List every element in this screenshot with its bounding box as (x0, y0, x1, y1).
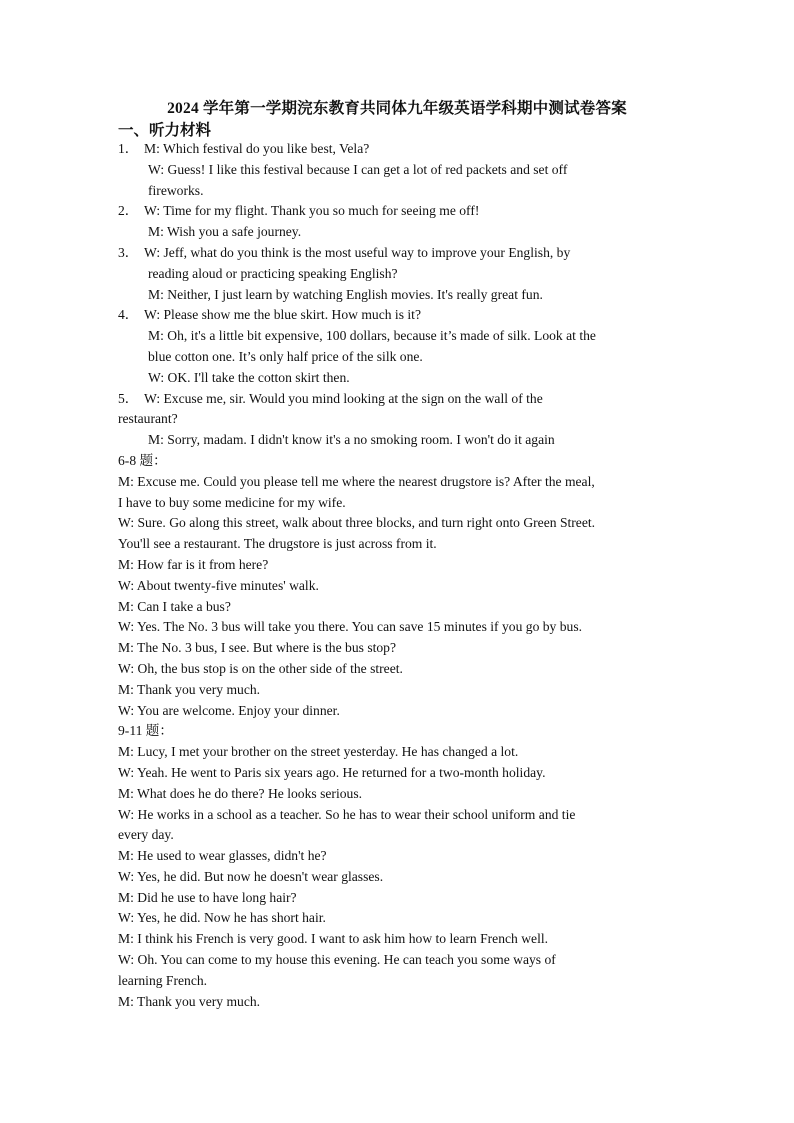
q6-8-line: W: Yes. The No. 3 bus will take you there. You can save 15 minutes if you go by bus. (118, 619, 583, 635)
q9-11-line: W: Yes, he did. But now he doesn't wear glasses. (118, 868, 384, 884)
q9-11-line: M: What does he do there? He looks serious. (118, 785, 363, 801)
q6-8-line: M: Excuse me. Could you please tell me where the nearest drugstore is? After the meal, (118, 473, 595, 489)
q9-11-line: M: He used to wear glasses, didn't he? (118, 848, 327, 864)
q3-number: 3． (118, 244, 139, 260)
q5-line-1 (118, 389, 674, 410)
q4-line-3: blue cotton one. It’s only half price of the silk one. (148, 348, 423, 364)
q9-11-line: W: Yes, he did. Now he has short hair. (118, 910, 326, 926)
section-heading: 一、听力材料 (118, 122, 212, 139)
q5-w1a: W: Excuse me, sir. Would you mind looking at the sign on the wall of the (144, 390, 543, 406)
q4-line-4: W: OK. I'll take the cotton skirt then. (148, 369, 350, 385)
q4-line-2: M: Oh, it's a little bit expensive, 100 dollars, because it’s made of silk. Look at the (148, 328, 596, 344)
q2-line-2: M: Wish you a safe journey. (148, 224, 302, 240)
q6-8-line: M: Thank you very much. (118, 681, 261, 697)
q2-number: 2． (118, 203, 139, 219)
q4-w1: W: Please show me the blue skirt. How much is it? (144, 307, 421, 323)
listening-script (118, 139, 674, 1012)
q2-line-1 (118, 201, 674, 222)
q1-line-2: W: Guess! I like this festival because I can get a lot of red packets and set off (148, 161, 568, 177)
q5-line-2: restaurant? (118, 411, 178, 427)
q9-11-line: W: He works in a school as a teacher. So he has to wear their school uniform and tie (118, 806, 576, 822)
q6-8-line: I have to buy some medicine for my wife. (118, 494, 346, 510)
q4-number: 4． (118, 307, 139, 323)
q9-11-line: every day. (118, 827, 174, 843)
q9-11-heading: 9-11 题： (118, 723, 173, 739)
q9-11-line: M: I think his French is very good. I want to ask him how to learn French well. (118, 931, 549, 947)
q2-w1: W: Time for my flight. Thank you so much for seeing me off! (144, 203, 480, 219)
q6-8-line: M: How far is it from here? (118, 556, 269, 572)
q3-w1a: W: Jeff, what do you think is the most useful way to improve your English, by (144, 244, 571, 260)
q9-11-line: W: Yeah. He went to Paris six years ago. He returned for a two-month holiday. (118, 764, 546, 780)
q9-11-line: M: Thank you very much. (118, 993, 261, 1009)
q1-number: 1． (118, 141, 139, 156)
q1-line-1 (118, 139, 674, 160)
page-title: 2024 学年第一学期浣东教育共同体九年级英语学科期中测试卷答案 (167, 100, 627, 117)
q6-8-line: W: Oh, the bus stop is on the other side of the street. (118, 660, 403, 676)
q6-8-line: M: Can I take a bus? (118, 598, 231, 614)
q6-8-line: M: The No. 3 bus, I see. But where is the bus stop? (118, 640, 397, 656)
q9-11-line: M: Lucy, I met your brother on the street yesterday. He has changed a lot. (118, 744, 519, 760)
q6-8-line: W: You are welcome. Enjoy your dinner. (118, 702, 340, 718)
q5-number: 5． (118, 390, 139, 406)
q3-line-1 (118, 243, 674, 264)
q4-line-1 (118, 305, 674, 326)
q9-11-line: W: Oh. You can come to my house this evening. He can teach you some ways of (118, 952, 556, 968)
q6-8-line: W: About twenty-five minutes' walk. (118, 577, 319, 593)
q3-line-2: reading aloud or practicing speaking English? (148, 265, 398, 281)
q3-line-3: M: Neither, I just learn by watching English movies. It's really great fun. (148, 286, 543, 302)
q5-line-3: M: Sorry, madam. I didn't know it's a no smoking room. I won't do it again (148, 432, 555, 448)
q9-11-line: M: Did he use to have long hair? (118, 889, 297, 905)
q6-8-line: You'll see a restaurant. The drugstore is just across from it. (118, 536, 437, 552)
q6-8-line: W: Sure. Go along this street, walk about three blocks, and turn right onto Green Street. (118, 515, 596, 531)
q9-11-line: learning French. (118, 972, 208, 988)
q6-8-heading: 6-8 题： (118, 452, 167, 468)
q1-m1: M: Which festival do you like best, Vela? (144, 141, 370, 156)
q1-line-3: fireworks. (148, 182, 204, 198)
